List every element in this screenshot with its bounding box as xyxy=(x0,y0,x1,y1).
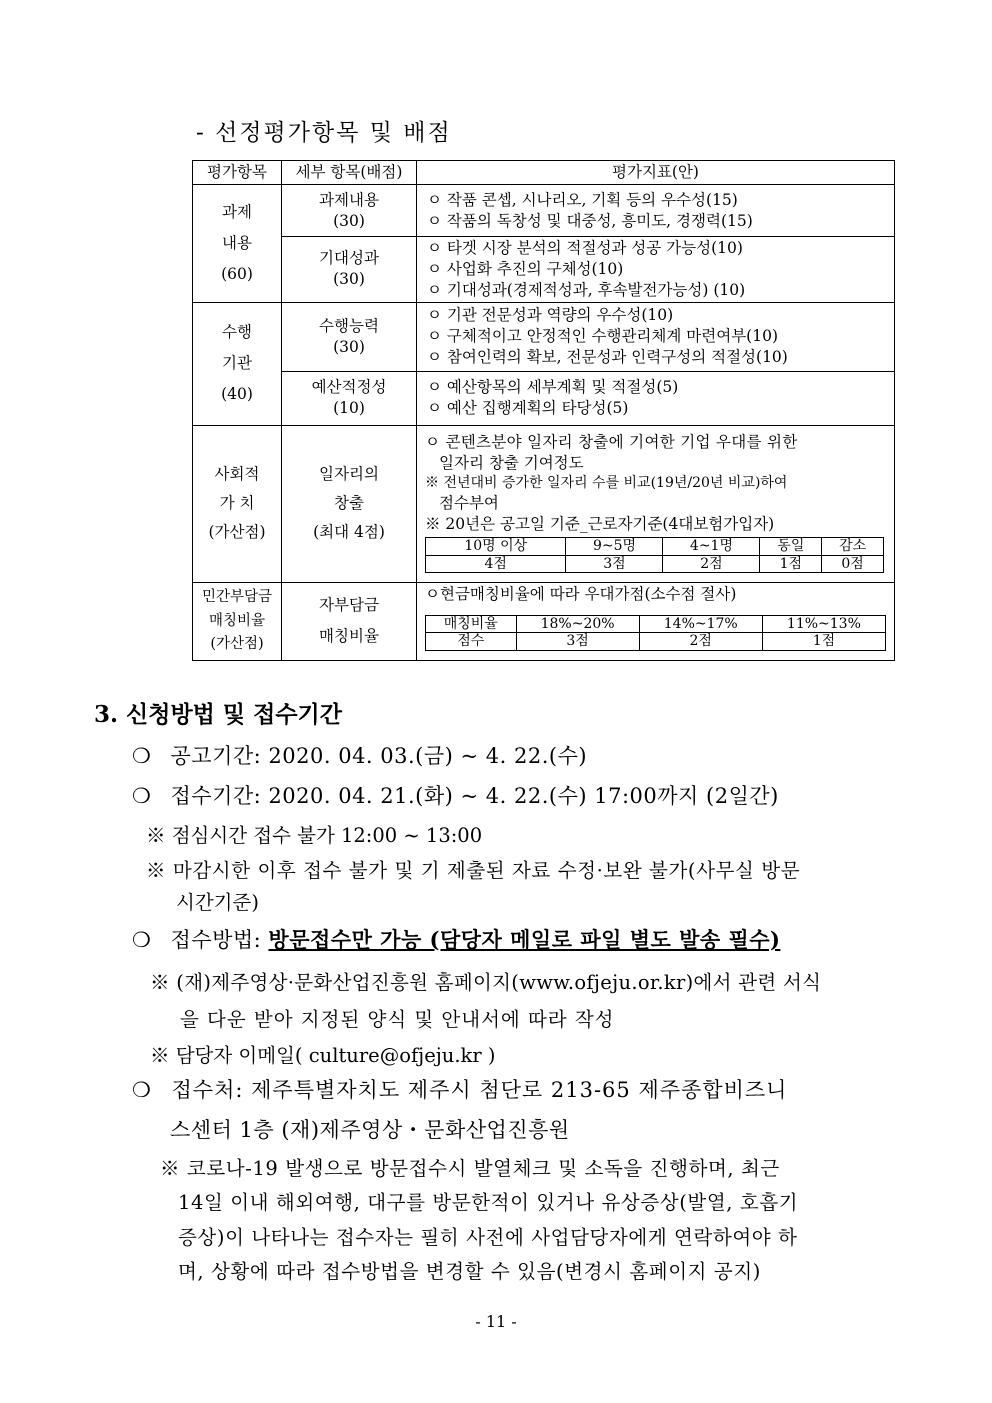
note-deadline-line1: ※ 마감시한 이후 접수 불가 및 기 제출된 자료 수정·보완 불가(사무실 방문 xyxy=(146,859,801,882)
location-line2: 스센터 1층 (재)제주영상・문화산업진흥원 xyxy=(170,1118,570,1142)
sub-item: 일자리의 창출 (최대 4점) xyxy=(282,425,417,582)
matching-score-table: 매칭비율 18%~20% 14%~17% 11%~13% 점수 3점 2점 1점 xyxy=(425,615,886,652)
job-score-table: 10명 이상 9~5명 4~1명 동일 감소 4점 3점 2점 1점 0점 xyxy=(425,537,884,574)
bullet-submission-method: ❍ 접수방법: 방문접수만 가능 (담당자 메일로 파일 별도 발송 필수) xyxy=(132,927,781,952)
circle-bullet-icon: ❍ xyxy=(132,784,152,808)
note-homepage-line2: 을 다운 받아 지정된 양식 및 안내서에 따라 작성 xyxy=(180,1008,615,1031)
indicator-cell: ㅇ 기관 전문성과 역량의 우수성(10) ㅇ 구체적이고 안정적인 수행관리체계 마련여부(10) ㅇ 참여인력의 확보, 전문성과 인력구성의 적절성(10) xyxy=(417,302,895,371)
note-covid-line3: 증상)이 나타나는 접수자는 필히 사전에 사업담당자에게 연락하여야 하 xyxy=(178,1226,798,1249)
note-deadline-line2: 시간기준) xyxy=(176,891,259,914)
table-row xyxy=(193,302,895,371)
header-indicator: 평가지표(안) xyxy=(417,161,895,185)
note-covid-line1: ※ 코로나-19 발생으로 방문접수시 발열체크 및 소독을 진행하며, 최근 xyxy=(160,1157,780,1180)
sub-item: 과제내용 (30) xyxy=(282,185,417,237)
evaluation-table xyxy=(192,160,895,661)
section3-heading: 3. 신청방법 및 접수기간 xyxy=(94,701,342,728)
note-lunch-break: ※ 점심시간 접수 불가 12:00 ~ 13:00 xyxy=(146,824,483,847)
circle-bullet-icon: ❍ xyxy=(132,1078,152,1102)
category-social-value: 사회적 가 치 (가산점) xyxy=(193,425,282,582)
table-row xyxy=(193,237,895,303)
header-sub-item: 세부 항목(배점) xyxy=(282,161,417,185)
table-row xyxy=(193,582,895,660)
sub-item: 자부담금 매칭비율 xyxy=(282,582,417,660)
indicator-cell: ㅇ현금매칭비율에 따라 우대가점(소수점 절사) 매칭비율 18%~20% 14%~17% 11%~13% 점수 3점 2점 1점 xyxy=(417,582,895,660)
category-matching-ratio: 민간부담금 매칭비율 (가산점) xyxy=(193,582,282,660)
indicator-cell: ㅇ 콘텐츠분야 일자리 창출에 기여한 기업 우대를 위한 일자리 창출 기여정도 ※ 전년대비 증가한 일자리 수를 비교(19년/20년 비교)하여 점수부여 ※ 20년은 공고일 기준_근로자기준(4대보험가입자) 10명 이상 9~5명 4~1명 동일 감소 4점 3점 2점 1점 0점 xyxy=(417,425,895,582)
sub-item: 수행능력 (30) xyxy=(282,302,417,371)
note-email: ※ 담당자 이메일( culture@ofjeju.kr ) xyxy=(150,1044,496,1067)
indicator-cell: ㅇ 예산항목의 세부계획 및 적절성(5) ㅇ 예산 집행계획의 타당성(5) xyxy=(417,371,895,425)
section-title: - 선정평가항목 및 배점 xyxy=(196,120,452,146)
note-homepage-line1: ※ (재)제주영상·문화산업진흥원 홈페이지(www.ofjeju.or.kr)에서 관련 서식 xyxy=(150,971,822,994)
bullet-submission-period: ❍ 접수기간: 2020. 04. 21.(화) ~ 4. 22.(수) 17:00까지 (2일간) xyxy=(132,784,779,808)
table-header-row xyxy=(193,161,895,185)
header-category: 평가항목 xyxy=(193,161,282,185)
note-covid-line4: 며, 상황에 따라 접수방법을 변경할 수 있음(변경시 홈페이지 공지) xyxy=(178,1260,761,1283)
sub-item: 예산적정성 (10) xyxy=(282,371,417,425)
visit-only-emphasis: 방문접수만 가능 (담당자 메일로 파일 별도 발송 필수) xyxy=(268,927,781,952)
note-covid-line2: 14일 이내 해외여행, 대구를 방문한적이 있거나 유상증상(발열, 호흡기 xyxy=(178,1191,799,1214)
table-row xyxy=(193,185,895,237)
indicator-cell: ㅇ 작품 콘셉, 시나리오, 기획 등의 우수성(15) ㅇ 작품의 독창성 및 대중성, 흥미도, 경쟁력(15) xyxy=(417,185,895,237)
indicator-cell: ㅇ 타겟 시장 분석의 적절성과 성공 가능성(10) ㅇ 사업화 추진의 구체성(10) ㅇ 기대성과(경제적성과, 후속발전가능성) (10) xyxy=(417,237,895,303)
category-performing-org: 수행 기관 (40) xyxy=(193,302,282,425)
table-row xyxy=(193,371,895,425)
sub-item: 기대성과 (30) xyxy=(282,237,417,303)
table-row xyxy=(193,425,895,582)
bullet-announcement-period: ❍ 공고기간: 2020. 04. 03.(금) ~ 4. 22.(수) xyxy=(132,744,588,768)
circle-bullet-icon: ❍ xyxy=(132,928,152,952)
page-number: - 11 - xyxy=(475,1312,517,1331)
category-task-content: 과제 내용 (60) xyxy=(193,185,282,303)
circle-bullet-icon: ❍ xyxy=(132,744,152,768)
bullet-submission-location: ❍ 접수처: 제주특별자치도 제주시 첨단로 213-65 제주종합비즈니 xyxy=(132,1078,788,1102)
